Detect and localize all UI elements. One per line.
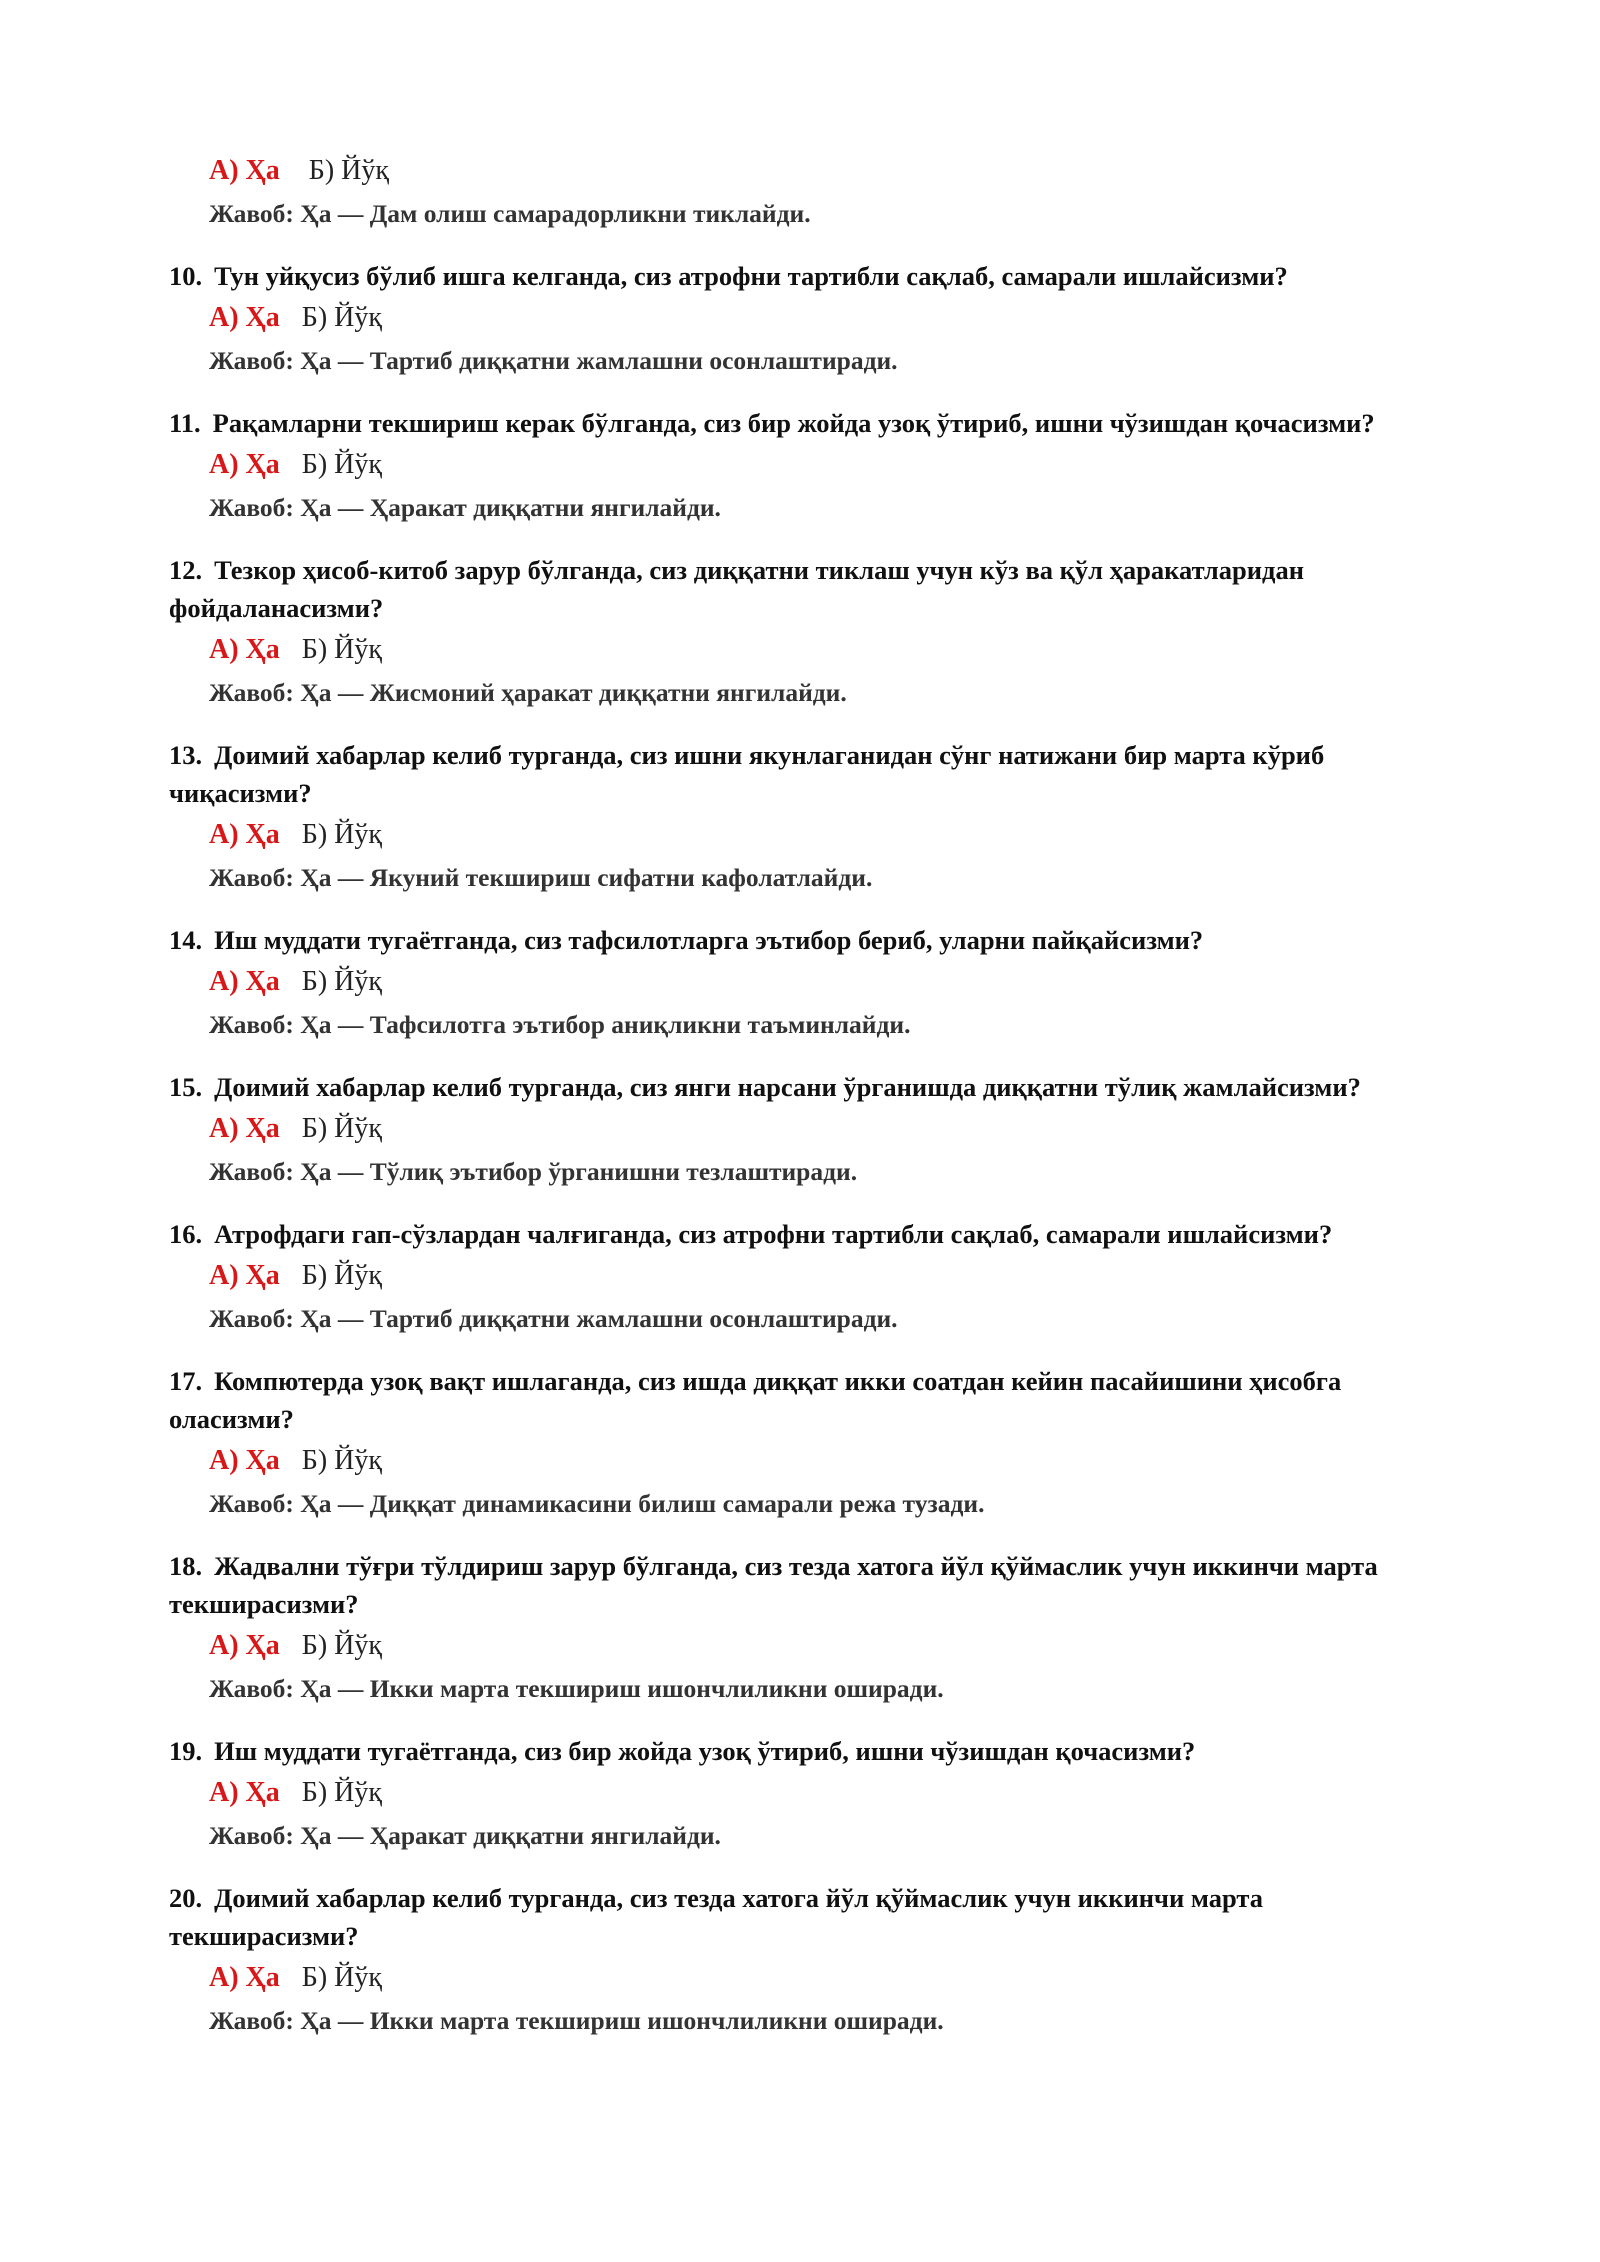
question-number: 11. — [169, 408, 201, 438]
option-a: А) Ҳа — [209, 634, 280, 665]
answer-line: Жавоб: Ҳа — Жисмоний ҳаракат диққатни янгилайди. — [209, 678, 847, 707]
option-a: А) Ҳа — [209, 1630, 280, 1661]
question-list — [169, 257, 1480, 2040]
option-a: А) Ҳа — [209, 1445, 280, 1476]
question-number: 17. — [169, 1366, 203, 1396]
question-block — [169, 551, 1480, 712]
question-text — [169, 1215, 1449, 1253]
option-a: А) Ҳа — [209, 1962, 280, 1993]
option-b: Б) Йўқ — [301, 1777, 382, 1808]
answer-line: Жавоб: Ҳа — Тўлиқ эътибор ўрганишни тезлаштиради. — [209, 1157, 858, 1186]
answer-options — [209, 1774, 1480, 1814]
question-body: Иш муддати тугаётганда, сиз бир жойда узоқ ўтириб, ишни чўзишдан қочасизми? — [214, 1736, 1196, 1766]
question-number: 20. — [169, 1883, 203, 1913]
option-a: А) Ҳа — [209, 449, 280, 480]
answer-line: Жавоб: Ҳа — Дам олиш самарадорликни тиклайди. — [209, 199, 811, 228]
answer-line: Жавоб: Ҳа — Тафсилотга эътибор аниқликни таъминлайди. — [209, 1010, 911, 1039]
option-a: А) Ҳа — [209, 819, 280, 850]
question-number: 12. — [169, 555, 203, 585]
answer-options — [209, 152, 1480, 192]
question-number: 15. — [169, 1072, 203, 1102]
question-body: Доимий хабарлар келиб турганда, сиз ишни якунлаганидан сўнг натижани бир марта кўриб чиқасизми? — [169, 740, 1325, 808]
question-body: Атрофдаги гап-сўзлардан чалғиганда, сиз атрофни тартибли сақлаб, самарали ишлайсизми? — [214, 1219, 1333, 1249]
question-body: Доимий хабарлар келиб турганда, сиз янги нарсани ўрганишда диққатни тўлиқ жамлайсизми? — [214, 1072, 1361, 1102]
answer-line: Жавоб: Ҳа — Ҳаракат диққатни янгилайди. — [209, 1821, 721, 1850]
question-text — [169, 1732, 1449, 1770]
answer-options — [209, 631, 1480, 671]
question-number: 16. — [169, 1219, 203, 1249]
option-b: Б) Йўқ — [301, 634, 382, 665]
option-b: Б) Йўқ — [308, 155, 389, 186]
answer-line: Жавоб: Ҳа — Тартиб диққатни жамлашни осонлаштиради. — [209, 1304, 898, 1333]
question-body: Тезкор ҳисоб-китоб зарур бўлганда, сиз диққатни тиклаш учун кўз ва қўл ҳаракатларидан фойдаланасизми? — [169, 555, 1304, 623]
option-b: Б) Йўқ — [301, 1260, 382, 1291]
question-body: Доимий хабарлар келиб турганда, сиз тезда хатога йўл қўймаслик учун иккинчи марта текширасизми? — [169, 1883, 1263, 1951]
answer-options — [209, 1110, 1480, 1150]
answer-options — [209, 446, 1480, 486]
option-b: Б) Йўқ — [301, 1445, 382, 1476]
option-a: А) Ҳа — [209, 302, 280, 333]
question-block — [169, 1362, 1480, 1523]
option-b: Б) Йўқ — [301, 819, 382, 850]
answer-options — [209, 963, 1480, 1003]
question-text — [169, 921, 1449, 959]
answer-options — [209, 1442, 1480, 1482]
question-block — [169, 921, 1480, 1044]
question-text — [169, 551, 1449, 627]
question-number: 18. — [169, 1551, 203, 1581]
question-number: 10. — [169, 261, 203, 291]
question-number: 19. — [169, 1736, 203, 1766]
question-text — [169, 1547, 1449, 1623]
option-b: Б) Йўқ — [301, 1962, 382, 1993]
question-body: Жадвални тўғри тўлдириш зарур бўлганда, сиз тезда хатога йўл қўймаслик учун иккинчи марта текширасизми? — [169, 1551, 1378, 1619]
question-text — [169, 1068, 1449, 1106]
question-number: 14. — [169, 925, 203, 955]
answer-line: Жавоб: Ҳа — Икки марта текшириш ишончлиликни оширади. — [209, 2006, 944, 2035]
answer-line: Жавоб: Ҳа — Икки марта текшириш ишончлиликни оширади. — [209, 1674, 944, 1703]
answer-options — [209, 1627, 1480, 1667]
option-a: А) Ҳа — [209, 1260, 280, 1291]
question-body: Компютерда узоқ вақт ишлаганда, сиз ишда диққат икки соатдан кейин пасайишини ҳисобга оласизми? — [169, 1366, 1342, 1434]
question-text — [169, 1362, 1449, 1438]
option-a: А) Ҳа — [209, 155, 280, 186]
answer-options — [209, 299, 1480, 339]
answer-line: Жавоб: Ҳа — Диққат динамикасини билиш самарали режа тузади. — [209, 1489, 985, 1518]
question-text — [169, 1879, 1449, 1955]
question-body: Тун уйқусиз бўлиб ишга келганда, сиз атрофни тартибли сақлаб, самарали ишлайсизми? — [214, 261, 1288, 291]
answer-options — [209, 816, 1480, 856]
question-text — [169, 736, 1449, 812]
question-body: Рақамларни текшириш керак бўлганда, сиз бир жойда узоқ ўтириб, ишни чўзишдан қочасизми? — [212, 408, 1375, 438]
answer-options — [209, 1959, 1480, 1999]
question-text — [169, 404, 1449, 442]
question-block — [169, 1215, 1480, 1338]
question-block-continued — [209, 152, 1480, 233]
option-a: А) Ҳа — [209, 966, 280, 997]
question-block — [169, 404, 1480, 527]
question-block — [169, 736, 1480, 897]
option-b: Б) Йўқ — [301, 449, 382, 480]
option-b: Б) Йўқ — [301, 1113, 382, 1144]
answer-options — [209, 1257, 1480, 1297]
answer-line: Жавоб: Ҳа — Якуний текшириш сифатни кафолатлайди. — [209, 863, 873, 892]
answer-line: Жавоб: Ҳа — Тартиб диққатни жамлашни осонлаштиради. — [209, 346, 898, 375]
question-text — [169, 257, 1449, 295]
question-block — [169, 1547, 1480, 1708]
question-block — [169, 1879, 1480, 2040]
question-block — [169, 1732, 1480, 1855]
question-body: Иш муддати тугаётганда, сиз тафсилотларга эътибор бериб, уларни пайқайсизми? — [214, 925, 1204, 955]
option-b: Б) Йўқ — [301, 966, 382, 997]
option-a: А) Ҳа — [209, 1777, 280, 1808]
option-b: Б) Йўқ — [301, 1630, 382, 1661]
question-block — [169, 1068, 1480, 1191]
question-number: 13. — [169, 740, 203, 770]
option-a: А) Ҳа — [209, 1113, 280, 1144]
answer-line: Жавоб: Ҳа — Ҳаракат диққатни янгилайди. — [209, 493, 721, 522]
question-block — [169, 257, 1480, 380]
option-b: Б) Йўқ — [301, 302, 382, 333]
